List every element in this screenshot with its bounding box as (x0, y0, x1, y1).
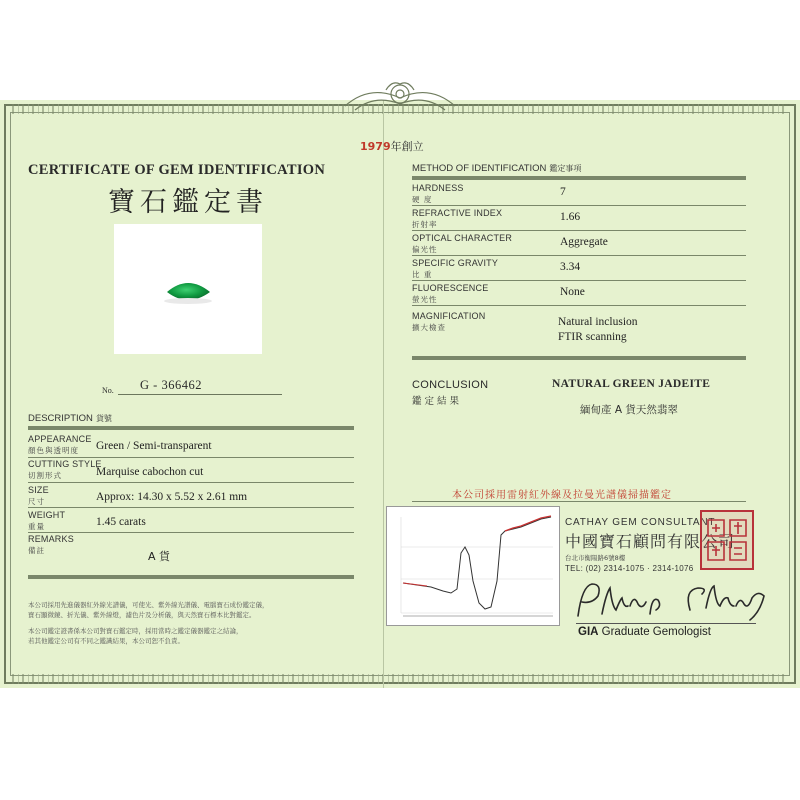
description-heading-en: DESCRIPTION (28, 413, 93, 424)
method-heading (412, 163, 581, 174)
cutting-style-label: CUTTING STYLE (28, 459, 102, 469)
method-rule-bottom (412, 356, 746, 360)
row-divider (412, 305, 746, 306)
gia-title-rest: Graduate Gemologist (598, 626, 711, 638)
banner-rule (412, 501, 746, 502)
row-divider (28, 457, 354, 458)
appearance-label: APPEARANCE (28, 434, 92, 444)
notes-paragraph-2 (28, 626, 358, 646)
refractive-index-label: REFRACTIVE INDEX (412, 208, 503, 218)
row-divider (28, 482, 354, 483)
remarks-value: A 貨 (148, 550, 171, 563)
description-heading (28, 413, 112, 424)
appearance-label-zh: 顏色與透明度 (28, 446, 79, 455)
company-name-en: CATHAY GEM CONSULTANT (565, 517, 716, 528)
method-rule-top (412, 176, 746, 180)
optical-character-value: Aggregate (560, 236, 608, 248)
founded-badge (360, 138, 424, 154)
hardness-label: HARDNESS (412, 183, 464, 193)
jadeite-stone-icon (114, 224, 262, 354)
method-banner: 本公司採用雷射紅外線及拉曼光譜儀掃描鑑定 (452, 490, 672, 501)
company-address: 台北市衡陽路6號8樓 (565, 554, 626, 562)
signature-icon (572, 576, 772, 626)
size-label: SIZE (28, 485, 49, 495)
remarks-label-zh: 備註 (28, 546, 45, 555)
founded-suffix: 年創立 (390, 140, 424, 153)
company-name-zh: 中國寶石顧問有限公司 (565, 532, 736, 551)
description-rule-top (28, 426, 354, 430)
row-divider (28, 507, 354, 508)
hardness-value: 7 (560, 186, 566, 198)
optical-character-label-zh: 偏光性 (412, 245, 438, 254)
description-heading-zh: 貨號 (95, 414, 112, 423)
conclusion-value: NATURAL GREEN JADEITE (552, 378, 711, 390)
company-telephone: TEL: (02) 2314-1075 · 2314-1076 (565, 564, 694, 573)
optical-character-label: OPTICAL CHARACTER (412, 233, 513, 243)
hardness-label-zh: 硬 度 (412, 195, 433, 204)
row-divider (412, 230, 746, 231)
crest-ornament-icon (340, 76, 460, 120)
conclusion-label-zh: 鑑定結果 (412, 396, 463, 407)
appearance-value: Green / Semi-transparent (96, 440, 212, 452)
certificate-sheet (0, 100, 800, 688)
size-value: Approx: 14.30 x 5.52 x 2.61 mm (96, 491, 248, 503)
conclusion-label: CONCLUSION (412, 379, 489, 391)
company-seal-stamp (700, 510, 754, 570)
method-heading-en: METHOD OF IDENTIFICATION (412, 163, 547, 174)
remarks-label: REMARKS (28, 534, 74, 544)
row-divider (412, 205, 746, 206)
method-heading-zh: 鑑定事項 (549, 164, 582, 173)
weight-label-zh: 重量 (28, 522, 45, 531)
fold-line (383, 100, 384, 688)
founded-year: 1979 (360, 140, 391, 153)
row-divider (412, 280, 746, 281)
magnification-value-2: FTIR scanning (558, 331, 627, 343)
magnification-value: Natural inclusion (558, 316, 638, 328)
signature-line (576, 623, 756, 624)
magnification-label-zh: 擴大檢查 (412, 323, 446, 332)
size-label-zh: 尺寸 (28, 497, 45, 506)
spectrum-graph-icon (387, 507, 559, 625)
note-line: 本公司鑑定證書係本公司對寶石鑑定時，採用當時之鑑定儀器鑑定之結論， (28, 627, 243, 635)
notes-paragraph-1 (28, 600, 358, 620)
description-rule-bottom (28, 575, 354, 579)
cert-number-label: No. (102, 386, 114, 395)
conclusion-value-zh: 緬甸產 A 貨天然翡翠 (580, 404, 678, 416)
ftir-spectrum-image (386, 506, 560, 626)
seal-stamp-icon (702, 512, 752, 568)
weight-value: 1.45 carats (96, 516, 146, 528)
specific-gravity-value: 3.34 (560, 261, 581, 273)
cutting-style-value: Marquise cabochon cut (96, 466, 204, 478)
title-chinese: 寶石鑑定書 (108, 187, 268, 218)
specific-gravity-label: SPECIFIC GRAVITY (412, 258, 499, 268)
note-line: 本公司採用先進儀器紅外線光譜儀，可使光、紫外線光譜儀、電腦寶石成份鑑定儀， (28, 601, 269, 609)
signatory-title (578, 626, 711, 638)
row-divider (412, 255, 746, 256)
fluorescence-label: FLUORESCENCE (412, 283, 489, 293)
fluorescence-value: None (560, 286, 585, 298)
note-line: 若其他鑑定公司有不同之鑑識結果，本公司恕不負責。 (28, 637, 184, 645)
row-divider (28, 532, 354, 533)
bottom-ornament-band (12, 674, 788, 684)
cutting-style-label-zh: 切割形式 (28, 471, 62, 480)
magnification-label: MAGNIFICATION (412, 311, 486, 321)
cert-number-underline (118, 394, 282, 395)
refractive-index-value: 1.66 (560, 211, 581, 223)
fluorescence-label-zh: 螢光性 (412, 295, 438, 304)
title-english: CERTIFICATE OF GEM IDENTIFICATION (28, 162, 326, 178)
gia-prefix: GIA (578, 626, 599, 638)
weight-label: WEIGHT (28, 510, 66, 520)
note-line: 寶石顯微鏡、折光儀、紫外線燈，濾色片及分析儀，與天然寶石標本比對鑑定。 (28, 611, 256, 619)
refractive-index-label-zh: 折射率 (412, 220, 438, 229)
gem-photo (114, 224, 262, 354)
cert-number: G - 366462 (140, 378, 202, 392)
specific-gravity-label-zh: 比 重 (412, 270, 433, 279)
